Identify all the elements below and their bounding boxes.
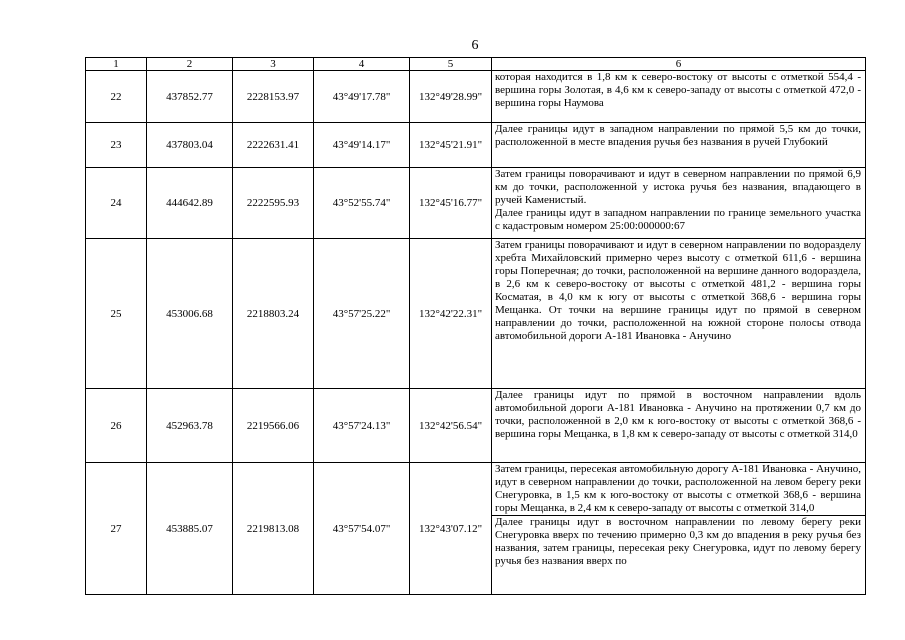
x-coordinate: 444642.89 [147, 168, 233, 239]
longitude: 132°42'22.31" [410, 239, 492, 389]
column-header-latitude: 4 [314, 58, 410, 71]
boundary-description [492, 123, 866, 168]
description-text: Далее границы идут по прямой в восточном направлении вдоль автомобильной дороги А-181 Ивановка - Анучино на протяжении 0,7 км до точки, расположенной в 2,0 км к юго-востоку от высоты с отметкой 368,6 - вершина горы Мещанка, в 1,8 км к северо-западу от высоты с отметкой 314,0 [495, 389, 861, 440]
column-header-x: 2 [147, 58, 233, 71]
x-coordinate: 453885.07 [147, 463, 233, 595]
point-number: 26 [86, 389, 147, 463]
x-coordinate: 453006.68 [147, 239, 233, 389]
page-number: 6 [471, 38, 479, 53]
table-row [86, 123, 866, 168]
x-coordinate: 437803.04 [147, 123, 233, 168]
boundary-description [492, 239, 866, 389]
boundary-points-table [85, 57, 866, 595]
latitude: 43°52'55.74" [314, 168, 410, 239]
boundary-description [492, 389, 866, 463]
description-text: Затем границы поворачивают и идут в северном направлении по прямой 6,9 км до точки, расположенной у истока ручья без названия, впадающего в ручей Каменистый. Далее границы идут в западном направлении по границе земельного участка с кадастровым номером 25:00:000000:67 [495, 168, 861, 232]
longitude: 132°45'16.77" [410, 168, 492, 239]
y-coordinate: 2218803.24 [233, 239, 314, 389]
description-text: Далее границы идут в западном направлении по прямой 5,5 км до точки, расположенной в месте впадения ручья без названия в ручей Глубокий [495, 123, 861, 148]
column-header-longitude: 5 [410, 58, 492, 71]
x-coordinate: 437852.77 [147, 71, 233, 123]
column-header-description: 6 [492, 58, 866, 71]
longitude: 132°42'56.54" [410, 389, 492, 463]
latitude: 43°49'17.78" [314, 71, 410, 123]
latitude: 43°49'14.17" [314, 123, 410, 168]
column-header-number: 1 [86, 58, 147, 71]
description-text: Затем границы поворачивают и идут в северном направлении по водоразделу хребта Михайловский примерно через высоту с отметкой 611,6 - вершина горы Поперечная; до точки, расположенной на вершине данного водораздела, в 2,6 км к северо-востоку от высоты с отметкой 481,2 - вершина горы Косматая, в 4,0 км к югу от высоты с отметкой 368,6 - вершина горы Мещанка. От точки на вершине границы идут по прямой в северном направлении до точки, расположенной на южной стороне полосы отвода автомобильной дороги А-181 Ивановка - Анучино [495, 239, 861, 342]
latitude: 43°57'54.07" [314, 463, 410, 595]
table-row [86, 168, 866, 239]
table-header-row [86, 58, 866, 71]
x-coordinate: 452963.78 [147, 389, 233, 463]
y-coordinate: 2219813.08 [233, 463, 314, 595]
latitude: 43°57'25.22" [314, 239, 410, 389]
longitude: 132°49'28.99" [410, 71, 492, 123]
boundary-description [492, 71, 866, 123]
table-row [86, 463, 866, 595]
point-number: 27 [86, 463, 147, 595]
boundary-description [492, 168, 866, 239]
point-number: 25 [86, 239, 147, 389]
table-row [86, 389, 866, 463]
y-coordinate: 2222631.41 [233, 123, 314, 168]
y-coordinate: 2219566.06 [233, 389, 314, 463]
y-coordinate: 2228153.97 [233, 71, 314, 123]
description-text: Далее границы идут в восточном направлении по левому берегу реки Снегуровка вверх по течению примерно 0,3 км до впадения в реку ручья без названия, затем границы, пересекая реку Снегуровка, идут по левому берегу ручья без названия вверх по [492, 515, 865, 567]
point-number: 23 [86, 123, 147, 168]
column-header-y: 3 [233, 58, 314, 71]
description-text: которая находится в 1,8 км к северо-востоку от высоты с отметкой 554,4 - вершина горы Золотая, в 4,6 км к северо-западу от высоты с отметкой 472,0 - вершина горы Наумова [495, 71, 861, 109]
longitude: 132°45'21.91" [410, 123, 492, 168]
point-number: 24 [86, 168, 147, 239]
longitude: 132°43'07.12" [410, 463, 492, 595]
boundary-description [492, 463, 866, 595]
point-number: 22 [86, 71, 147, 123]
y-coordinate: 2222595.93 [233, 168, 314, 239]
latitude: 43°57'24.13" [314, 389, 410, 463]
description-text: Затем границы, пересекая автомобильную дорогу А-181 Ивановка - Анучино, идут в северном направлении до точки, расположенной на левом берегу реки Снегуровка, в 1,5 км к юго-востоку от высоты с отметкой 368,6 - вершина горы Мещанка, в 2,4 км к северо-западу от высоты с отметкой 314,0 [495, 463, 861, 514]
table-row [86, 239, 866, 389]
table-row [86, 71, 866, 123]
